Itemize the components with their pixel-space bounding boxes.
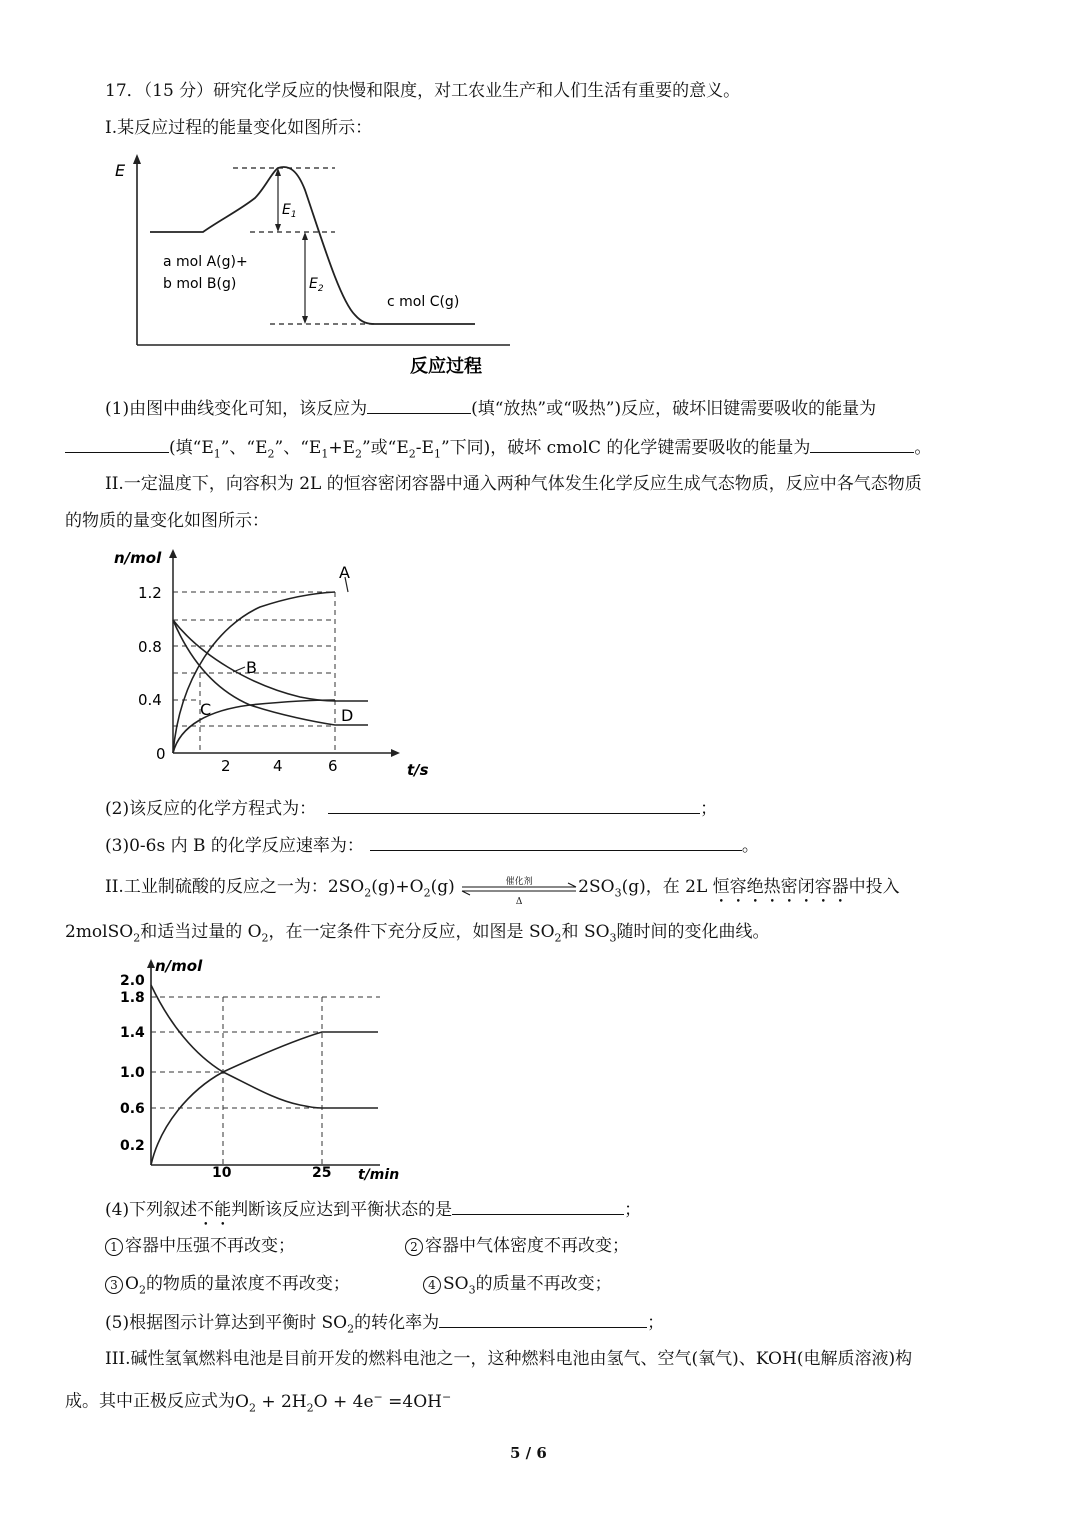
question-title: 17．（15 分）研究化学反应的快慢和限度，对工农业生产和人们生活有重要的意义。 (105, 81, 741, 101)
amount-vs-time-chart-2 (100, 955, 410, 1185)
circled-number: 3 (105, 1276, 123, 1294)
y-tick: 2.0 (120, 973, 145, 989)
q5-line: (5)根据图示计算达到平衡时 $SO_2$的转化率为 ； (105, 1313, 665, 1336)
q3-line: (3)0-6s 内 B 的化学反应速率为： 。 (105, 836, 759, 856)
y-axis-label: n/mol (114, 549, 162, 567)
energy-diagram (100, 150, 520, 380)
product-label: c mol C(g) (387, 294, 460, 310)
y-tick: 0.2 (120, 1138, 145, 1154)
curve-label-b: B (246, 658, 257, 677)
option-4: 4 $SO_3$的质量不再改变； (423, 1273, 612, 1301)
curve-label-c: C (200, 700, 212, 719)
e1-label: E (282, 202, 291, 218)
y-tick: 0.8 (138, 638, 162, 656)
x-tick: 10 (212, 1165, 232, 1181)
page-number: 5 / 6 (510, 1444, 547, 1462)
q5-blank[interactable] (439, 1311, 647, 1328)
x-axis-label: t/s (407, 761, 429, 779)
reactants-label-1: a mol A(g)+ (163, 254, 248, 270)
curve-label-d: D (341, 706, 354, 725)
cathode-equation: $O_2 + 2H_2O + 4e^- =4OH^-$ (235, 1390, 452, 1415)
part3-line2: 2molSO$_2$和适当过量的 $O_2$，在一定条件下充分反应，如图是 $SO_2$和 $SO_3$随时间的变化曲线。 (65, 922, 770, 945)
option-1: 1 容器中压强不再改变； (105, 1235, 295, 1257)
y-tick: 1.0 (120, 1065, 145, 1081)
x-tick: 2 (221, 757, 231, 775)
part3-line1: II.工业制硫酸的反应之一为：$2SO_2(g)+O_2(g)$ 催化剂 Δ $2SO_3(g)$，在 2L 恒容绝热密闭容器中投入 (105, 876, 900, 907)
x-tick: 6 (328, 757, 338, 775)
part2-intro-1: II.一定温度下，向容积为 2L 的恒容密闭容器中通入两种气体发生化学反应生成气态物质，反应中各气态物质 (105, 474, 922, 494)
part4-line1: III.碱性氢氧燃料电池是目前开发的燃料电池之一，这种燃料电池由氢气、空气(氧气)、KOH(电解质溶液)构 (105, 1349, 913, 1369)
y-tick: 0.4 (138, 691, 162, 709)
e2-label: E (309, 276, 318, 292)
x-tick: 4 (273, 757, 283, 775)
y-tick: 1.2 (138, 584, 162, 602)
option-2: 2 容器中气体密度不再改变； (405, 1235, 629, 1257)
q4-blank[interactable] (452, 1198, 624, 1215)
q4-line: (4)下列叙述不能判断该反应达到平衡状态的是 ； (105, 1200, 642, 1220)
x-axis-label: t/min (358, 1167, 400, 1183)
q1-line2: (填“$E_1$”、“$E_2$”、“$E_1+E_2$”或“$E_2-E_1$”下同)，破坏 cmolC 的化学键需要吸收的能量为 。 (65, 436, 931, 465)
q2-blank[interactable] (328, 797, 700, 814)
y-tick: 1.4 (120, 1025, 145, 1041)
q3-blank[interactable] (370, 834, 742, 851)
axis-label-process: 反应过程 (410, 356, 482, 377)
circled-number: 1 (105, 1238, 123, 1256)
x-tick: 25 (312, 1165, 332, 1181)
part2-intro-2: 的物质的量变化如图所示： (65, 511, 269, 531)
y-tick: 0 (156, 745, 166, 763)
part1-intro: I.某反应过程的能量变化如图所示： (105, 118, 373, 138)
emphasis-text: 不能 (197, 1200, 232, 1220)
q1-line1: (1)由图中曲线变化可知，该反应为 (填“放热”或“吸热”)反应，破坏旧键需要吸收的能量为 (105, 399, 877, 419)
q1-blank-1[interactable] (367, 397, 471, 414)
q2-line: (2)该反应的化学方程式为： ； (105, 799, 718, 819)
axis-label-e: E (115, 161, 126, 180)
reactants-label-2: b mol B(g) (163, 276, 237, 292)
svg-text:E1: $E_1$ (282, 202, 297, 220)
curve-label-a: A (339, 563, 350, 582)
reaction-equation: $2SO_2(g)+O_2(g)$ 催化剂 Δ $2SO_3(g)$ (327, 876, 646, 907)
emphasis-text: 恒容绝热密闭容器 (712, 877, 849, 897)
circled-number: 4 (423, 1276, 441, 1294)
y-tick: 1.8 (120, 990, 145, 1006)
svg-text:E2: $E_2$ (309, 276, 324, 294)
y-axis-label: n/mol (155, 957, 203, 975)
y-tick: 0.6 (120, 1101, 145, 1117)
amount-vs-time-chart-1 (100, 545, 440, 785)
circled-number: 2 (405, 1238, 423, 1256)
reversible-arrow-icon: 催化剂 Δ (460, 877, 578, 899)
q1-blank-2[interactable] (65, 436, 169, 453)
q1-blank-3[interactable] (810, 436, 914, 453)
part4-line2: 成。其中正极反应式为$O_2 + 2H_2O + 4e^- =4OH^-$ (65, 1390, 452, 1415)
option-3: 3 $O_2$的物质的量浓度不再改变； (105, 1273, 350, 1301)
